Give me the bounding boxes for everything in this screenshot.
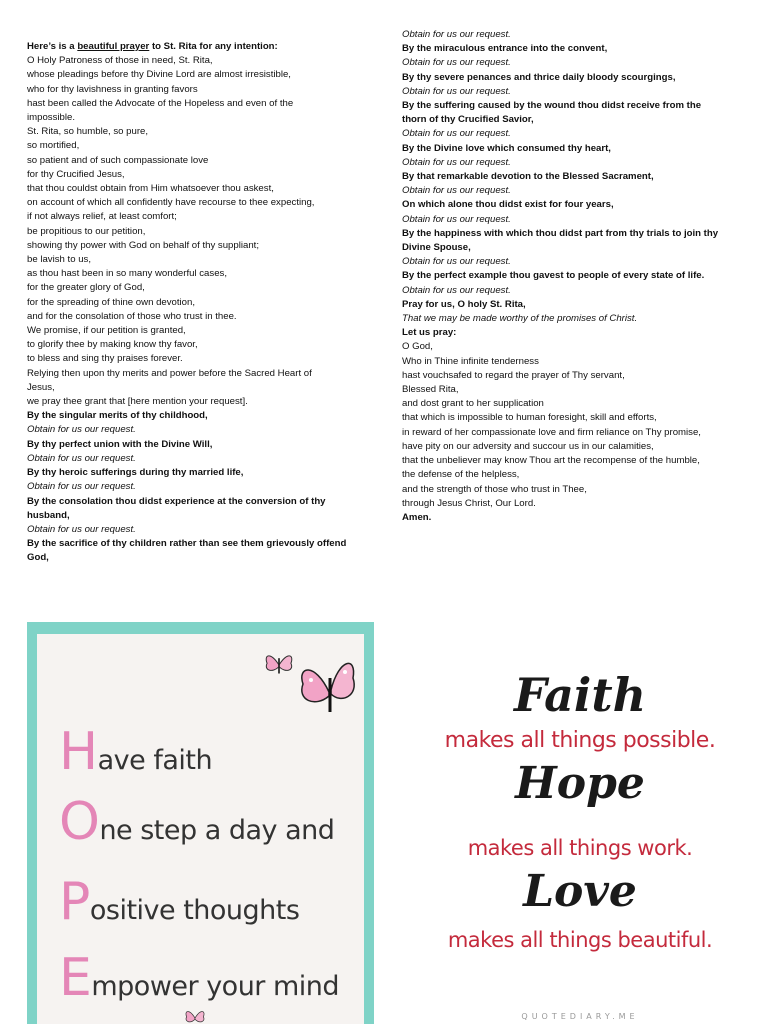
prayer-line: That we may be made worthy of the promises of Christ. — [402, 313, 638, 325]
faith-tagline: makes all things possible. — [444, 728, 716, 753]
prayer-line: to bless and sing thy praises forever. — [27, 353, 183, 365]
prayer-line: O Holy Patroness of those in need, St. Rita, — [27, 55, 213, 67]
prayer-line: impossible. — [27, 112, 75, 124]
prayer-line: By the singular merits of thy childhood, — [27, 410, 208, 422]
prayer-line: if not always relief, at least comfort; — [27, 211, 177, 223]
prayer-line: as thou hast been in so many wonderful cases, — [27, 268, 227, 280]
prayer-line: Obtain for us our request. — [27, 481, 136, 493]
prayer-line: By the sacrifice of thy children rather than see them grievously offend — [27, 538, 347, 550]
prayer-right-column — [402, 28, 752, 525]
faith-hope-love-card — [400, 640, 760, 1024]
prayer-line: Obtain for us our request. — [402, 213, 511, 225]
hope-rest-o: ne step a day and — [99, 815, 335, 846]
prayer-line: so patient and of such compassionate love — [27, 154, 209, 166]
prayer-line: thorn of thy Crucified Savior, — [402, 114, 534, 126]
prayer-line: be propitious to our petition, — [27, 225, 146, 237]
prayer-line: that which is impossible to human foresight, skill and efforts, — [402, 412, 657, 424]
prayer-line: for the greater glory of God, — [27, 282, 145, 294]
prayer-line: for thy Crucified Jesus, — [27, 168, 125, 180]
prayer-line: By thy perfect union with the Divine Will, — [27, 438, 213, 450]
prayer-line: O God, — [402, 341, 433, 353]
prayer-line: showing thy power with God on behalf of thy suppliant; — [27, 239, 259, 251]
prayer-line: Jesus, — [27, 381, 55, 393]
prayer-line: be lavish to us, — [27, 254, 91, 266]
hope-tagline: makes all things work. — [467, 836, 693, 860]
hope-line-e — [59, 948, 340, 1008]
hope-line-o — [59, 792, 335, 852]
hope-line-h — [59, 722, 213, 782]
prayer-line: By the happiness with which thou didst part from thy trials to join thy — [402, 227, 719, 239]
hope-word: Hope — [515, 758, 645, 809]
prayer-line: have pity on our adversity and succour us in our calamities, — [402, 440, 654, 452]
love-tagline: makes all things beautiful. — [447, 928, 713, 952]
prayer-line: We promise, if our petition is granted, — [27, 325, 186, 337]
large-butterfly-icon — [295, 652, 359, 724]
prayer-line: whose pleadings before thy Divine Lord are almost irresistible, — [27, 69, 291, 81]
prayer-line: hast been called the Advocate of the Hopeless and even of the — [27, 97, 294, 109]
prayer-line: husband, — [27, 509, 70, 521]
prayer-line: and for the consolation of those who trust in thee. — [27, 310, 237, 322]
bottom-butterfly-icon — [183, 1006, 207, 1024]
prayer-line: Let us pray: — [402, 327, 457, 339]
prayer-line: Obtain for us our request. — [402, 29, 511, 40]
prayer-line: By the perfect example thou gavest to people of every state of life. — [402, 270, 705, 282]
prayer-line: Obtain for us our request. — [402, 185, 511, 197]
prayer-line: who for thy lavishness in granting favors — [27, 83, 198, 95]
prayer-line: Obtain for us our request. — [27, 523, 136, 535]
hope-cap-h: H — [59, 722, 98, 782]
watermark: QUOTEDIARY.ME — [521, 1012, 639, 1021]
hope-card-paper — [37, 634, 364, 1024]
prayer-line: and the strength of those who trust in Thee, — [402, 483, 587, 495]
prayer-line: we pray thee grant that [here mention your request]. — [27, 396, 248, 408]
prayer-line: to glorify thee by making know thy favor, — [27, 339, 198, 351]
love-word: Love — [523, 866, 637, 917]
hope-acrostic-card — [27, 622, 374, 1024]
prayer-line: on account of which all confidently have recourse to thee expecting, — [27, 197, 315, 209]
hope-cap-o: O — [59, 792, 100, 852]
prayer-line: By that remarkable devotion to the Blessed Sacrament, — [402, 171, 654, 183]
prayer-line: Who in Thine infinite tenderness — [402, 355, 539, 367]
hope-line-p — [59, 872, 300, 932]
prayer-left-column — [27, 40, 372, 566]
prayer-line: so mortified, — [27, 140, 80, 152]
prayer-line: By the suffering caused by the wound thou didst receive from the — [402, 100, 702, 112]
prayer-line: Obtain for us our request. — [27, 452, 136, 464]
hope-cap-e: E — [59, 948, 92, 1008]
hope-rest-p: ositive thoughts — [89, 895, 300, 926]
prayer-line: By thy severe penances and thrice daily bloody scourgings, — [402, 71, 676, 83]
prayer-line: By the consolation thou didst experience at the conversion of thy — [27, 495, 326, 507]
prayer-line: hast vouchsafed to regard the prayer of Thy servant, — [402, 369, 625, 381]
prayer-line: Obtain for us our request. — [402, 57, 511, 69]
prayer-line: Relying then upon thy merits and power before the Sacred Heart of — [27, 367, 312, 379]
prayer-line: Obtain for us our request. — [402, 284, 511, 296]
prayer-line: God, — [27, 552, 49, 564]
prayer-line — [27, 40, 372, 54]
prayer-line: Obtain for us our request. — [402, 128, 511, 140]
prayer-line: By the miraculous entrance into the convent, — [402, 43, 608, 55]
prayer-text-fragment: to St. Rita for any intention: — [149, 41, 278, 52]
prayer-line: Obtain for us our request. — [402, 85, 511, 97]
hope-cap-p: P — [59, 872, 90, 932]
prayer-line: in reward of her compassionate love and firm reliance on Thy promise, — [402, 426, 701, 438]
hope-rest-e: mpower your mind — [91, 971, 340, 1002]
prayer-line: By the Divine love which consumed thy heart, — [402, 142, 611, 154]
prayer-line: for the spreading of thine own devotion, — [27, 296, 196, 308]
prayer-line: Divine Spouse, — [402, 242, 471, 254]
prayer-line: Obtain for us our request. — [402, 256, 511, 268]
prayer-line: Obtain for us our request. — [27, 424, 136, 436]
prayer-line: Obtain for us our request. — [402, 156, 511, 168]
prayer-line: and dost grant to her supplication — [402, 398, 544, 410]
prayer-line: through Jesus Christ, Our Lord. — [402, 497, 536, 509]
prayer-line: St. Rita, so humble, so pure, — [27, 126, 149, 138]
small-butterfly-icon — [262, 648, 296, 682]
prayer-line: Blessed Rita, — [402, 384, 459, 396]
prayer-line: Amen. — [402, 511, 432, 523]
prayer-line: On which alone thou didst exist for four years, — [402, 199, 614, 211]
prayer-line: that the unbeliever may know Thou art the recompense of the humble, — [402, 455, 700, 467]
underlined-link-text: beautiful prayer — [77, 41, 150, 52]
prayer-line: that thou couldst obtain from Him whatsoever thou askest, — [27, 183, 274, 195]
prayer-line: the defense of the helpless, — [402, 469, 520, 481]
hope-rest-h: ave faith — [97, 745, 213, 776]
faith-word: Faith — [513, 668, 647, 722]
prayer-line: By thy heroic sufferings during thy married life, — [27, 467, 244, 479]
prayer-text-fragment: Here’s is a — [27, 41, 78, 52]
prayer-line: Pray for us, O holy St. Rita, — [402, 298, 526, 310]
